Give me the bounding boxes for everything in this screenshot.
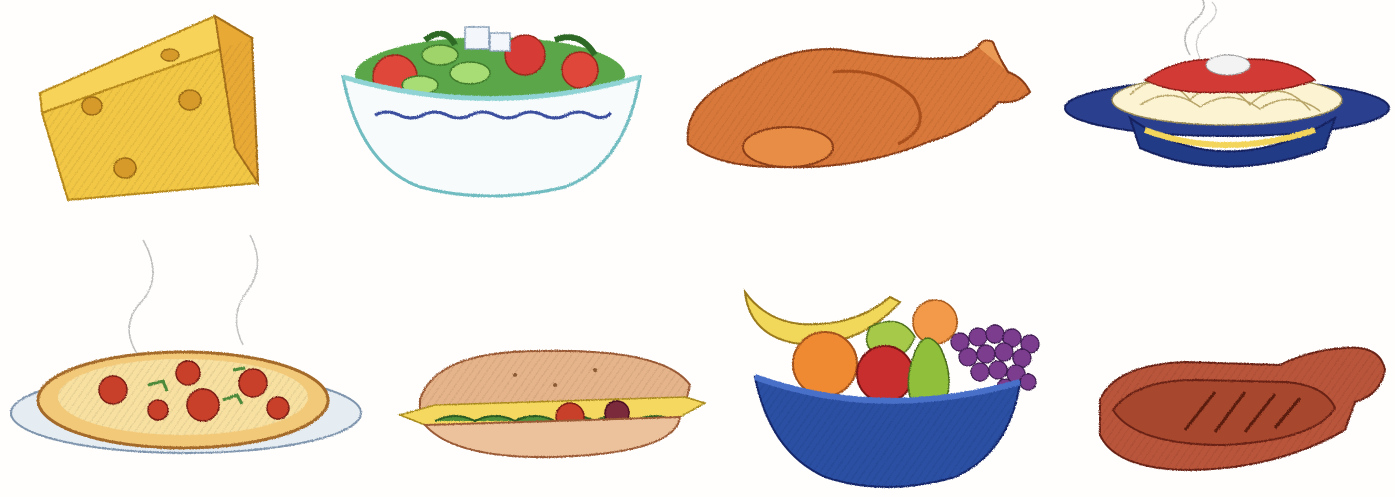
roast-chicken-icon (678, 32, 1038, 177)
pizza-icon (8, 225, 368, 465)
fruit-bowl-icon (740, 282, 1055, 492)
cheese-wedge-icon (30, 8, 270, 203)
spaghetti-plate-icon (1060, 0, 1395, 175)
steak-icon (1095, 340, 1390, 475)
salad-bowl-icon (335, 15, 650, 200)
sandwich-icon (395, 345, 715, 465)
